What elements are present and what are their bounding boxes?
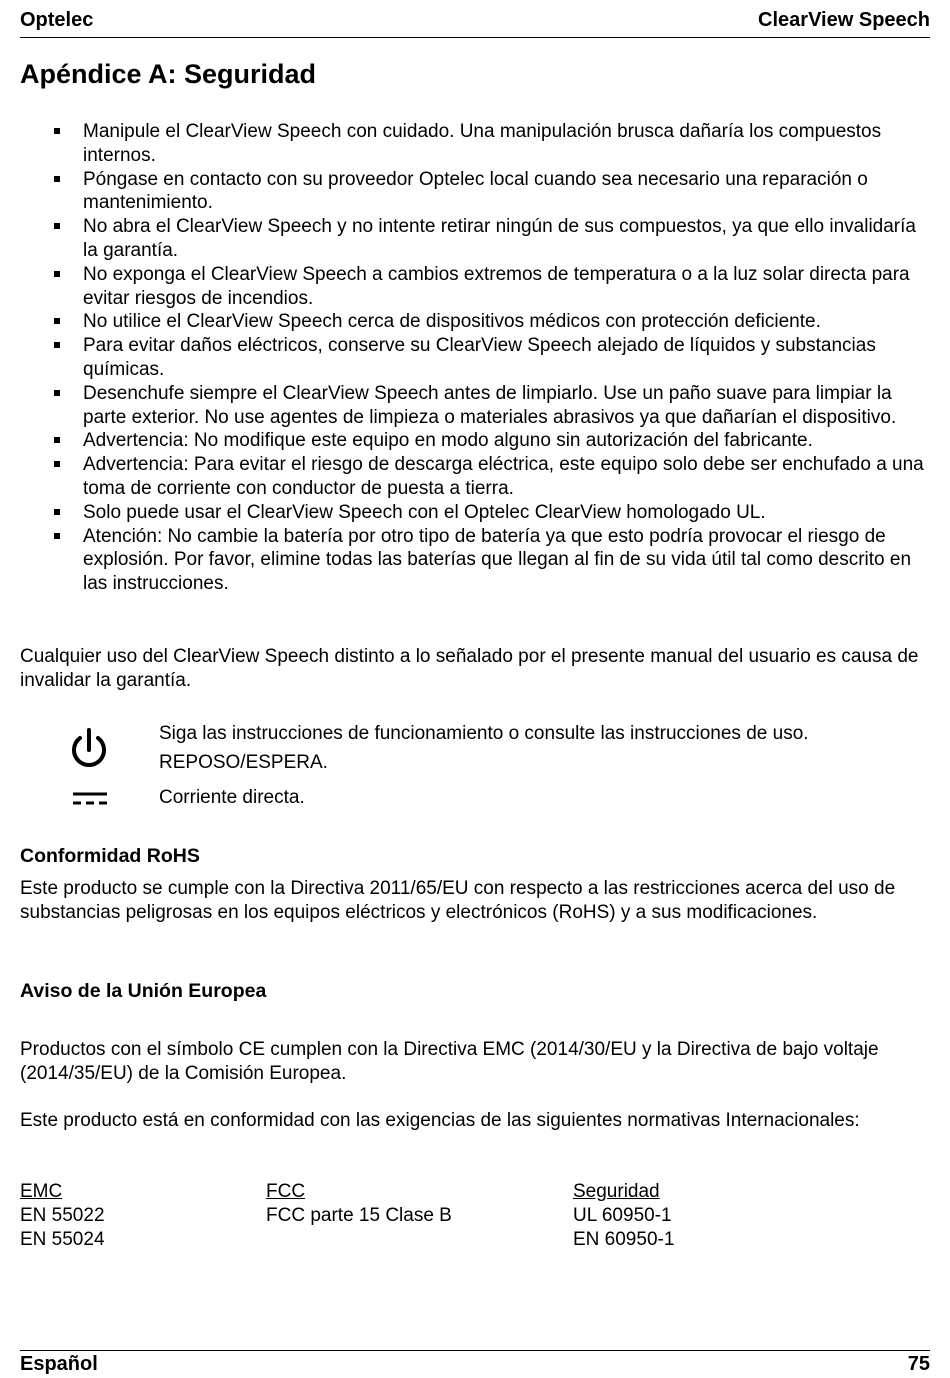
list-item: Advertencia: No modifique este equipo en modo alguno sin autorización del fabricante. [20,429,930,453]
instructions-text: Siga las instrucciones de funcionamiento o consulte las instrucciones de uso. [159,723,809,744]
standards-column-safety [573,1180,674,1251]
safety-list [20,120,930,596]
list-item: Manipule el ClearView Speech con cuidado. Una manipulación brusca dañaría los compuestos internos. [20,120,930,168]
power-text: REPOSO/ESPERA. [159,752,328,773]
footer-language: Español [20,1353,98,1375]
page-header [20,9,930,38]
column-header: EMC [20,1181,63,1202]
list-item: No exponga el ClearView Speech a cambios extremos de temperatura o a la luz solar directa para evitar riesgos de incendios. [20,263,930,311]
standard-item: EN 60950-1 [573,1228,675,1250]
page-title: Apéndice A: Seguridad [20,59,317,89]
standard-item: UL 60950-1 [573,1204,672,1226]
list-item: Para evitar daños eléctricos, conserve su ClearView Speech alejado de líquidos y substancias químicas. [20,334,930,382]
eu-text: Productos con el símbolo CE cumplen con la Directiva EMC (2014/30/EU y la Directiva de bajo voltaje (2014/35/EU) de la Comisión Europea. [20,1039,879,1084]
list-item: Solo puede usar el ClearView Speech con el Optelec ClearView homologado UL. [20,501,930,525]
page-footer [20,1350,930,1377]
list-item: Advertencia: Para evitar el riesgo de descarga eléctrica, este equipo solo debe ser enchufado a una toma de corriente con conductor de puesta a tierra. [20,453,930,501]
direct-current-icon [72,791,108,807]
column-header: Seguridad [573,1181,660,1202]
rohs-heading: Conformidad RoHS [20,845,200,867]
dc-text: Corriente directa. [159,787,305,808]
power-standby-icon [68,727,110,775]
eu-heading: Aviso de la Unión Europea [20,980,267,1002]
header-brand: Optelec [20,9,94,31]
standards-column-fcc [266,1180,452,1228]
list-item: No utilice el ClearView Speech cerca de dispositivos médicos con protección deficiente. [20,310,930,334]
list-item: No abra el ClearView Speech y no intente retirar ningún de sus compuestos, ya que ello invalidaría la garantía. [20,215,930,263]
rohs-text: Este producto se cumple con la Directiva 2011/65/EU con respecto a las restricciones acerca del uso de substancias peligrosas en los equipos eléctricos y electrónicos (RoHS) y a sus modificaciones. [20,878,896,923]
column-header: FCC [266,1181,306,1202]
standard-item: FCC parte 15 Clase B [266,1204,452,1226]
standard-item: EN 55022 [20,1204,105,1226]
standards-column-emc [20,1180,105,1251]
page-number: 75 [907,1353,930,1375]
standard-item: EN 55024 [20,1228,105,1250]
warranty-note: Cualquier uso del ClearView Speech distinto a lo señalado por el presente manual del usuario es causa de invalidar la garantía. [20,646,919,691]
list-item: Desenchufe siempre el ClearView Speech antes de limpiarlo. Use un paño suave para limpiar la parte exterior. No use agentes de limpieza o materiales abrasivos ya que dañarían el dispositivo. [20,382,930,430]
header-product: ClearView Speech [758,9,930,31]
list-item: Póngase en contacto con su proveedor Optelec local cuando sea necesario una reparación o mantenimiento. [20,168,930,216]
standards-intro: Este producto está en conformidad con las exigencias de las siguientes normativas Internacionales: [20,1110,860,1131]
list-item: Atención: No cambie la batería por otro tipo de batería ya que esto podría provocar el riesgo de explosión. Por favor, elimine todas las baterías que llegan al fin de su vida útil tal como descrito en las instrucciones. [20,525,930,596]
